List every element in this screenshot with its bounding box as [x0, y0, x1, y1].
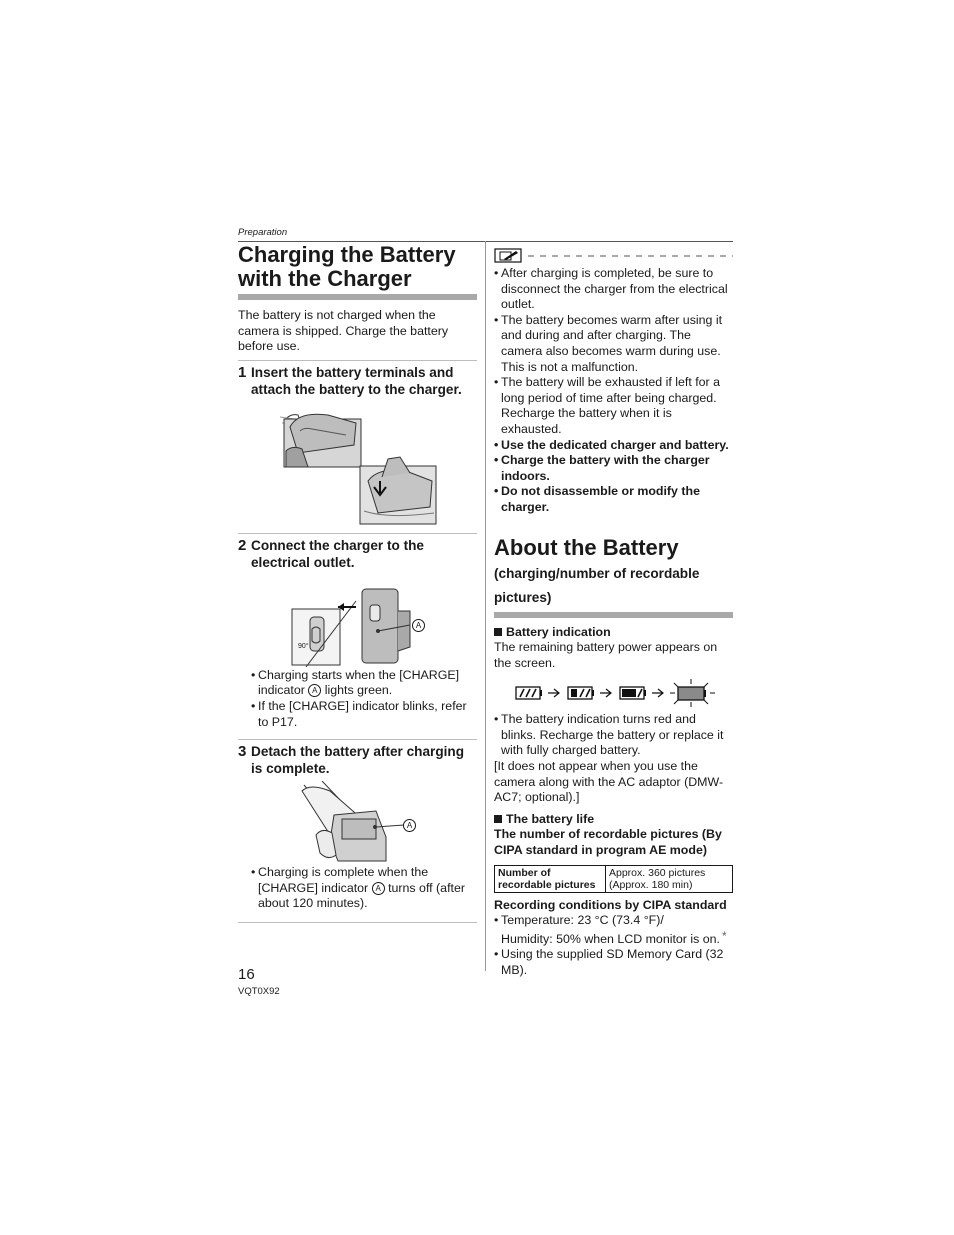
title-bar [494, 612, 733, 618]
list-item: • Charging starts when the [CHARGE] indicator A lights green. [251, 668, 477, 699]
page-number: 16 [238, 966, 255, 983]
list-item: • After charging is completed, be sure to disconnect the charger from the electrical outlet. [494, 266, 733, 313]
step-number: 1 [238, 363, 247, 381]
outlet-illustration [238, 581, 477, 667]
list-item: • Use the dedicated charger and battery. [494, 438, 733, 454]
step-text: Detach the battery after charging is complete. [251, 744, 465, 777]
list-item: • Charge the battery with the charger indoors. [494, 453, 733, 484]
charging-notes [494, 266, 733, 516]
list-item: • Using the supplied SD Memory Card (32 MB). [494, 947, 733, 978]
table-header-cell: Number of recordable pictures [495, 865, 606, 892]
step-rule [238, 360, 477, 361]
list-item: • Charging is complete when the [CHARGE] indicator A turns off (after about 120 minutes). [251, 865, 477, 912]
intro-text: The battery is not charged when the camera is shipped. Charge the battery before use. [238, 308, 449, 354]
battery-life-heading: The battery life [494, 812, 733, 828]
recordable-pictures-table [494, 865, 733, 893]
insert-battery-illustration [238, 401, 477, 527]
square-bullet-icon [494, 815, 502, 823]
table-row [495, 865, 733, 892]
section-label: Preparation [238, 227, 288, 238]
left-column [238, 243, 477, 923]
column-divider [485, 241, 486, 971]
step-text: Connect the charger to the electrical outlet. [251, 537, 424, 570]
section-title: About the Battery [494, 534, 679, 560]
bottom-rule [238, 922, 477, 923]
page-title: Charging the Battery with the Charger [238, 242, 456, 291]
list-item: • Do not disassemble or modify the charger. [494, 484, 733, 515]
recording-conditions-list [494, 913, 733, 978]
battery-empty-blinking-icon [670, 679, 715, 707]
note-header [494, 248, 733, 264]
step-number: 3 [238, 743, 247, 761]
list-item: • The battery indication turns red and blinks. Recharge the battery or replace it with fully charged battery. [494, 712, 733, 759]
step-3 [238, 743, 477, 777]
callout-a: A [372, 882, 385, 895]
memo-note-icon [494, 248, 733, 264]
step-rule [238, 533, 477, 534]
detach-battery-illustration [238, 781, 477, 863]
list-item: • The battery becomes warm after using it and during and after charging. The camera also becomes warm during use. This is not a malfunction. [494, 313, 733, 375]
hand-detach-icon [238, 781, 477, 863]
callout-a: A [308, 684, 321, 697]
battery-indication-heading: Battery indication [494, 625, 733, 641]
step-rule [238, 739, 477, 740]
list-item: • If the [CHARGE] indicator blinks, refer to P17. [251, 699, 477, 730]
battery-life-subheading: The number of recordable pictures (By CIPA standard in program AE mode) [494, 827, 722, 858]
ac-adaptor-note: [It does not appear when you use the camera along with the AC adaptor (DMW-AC7; optional).] [494, 759, 724, 805]
callout-a: A [412, 619, 425, 632]
square-bullet-icon [494, 628, 502, 636]
step-1 [238, 364, 477, 398]
battery-level-sequence [494, 679, 733, 707]
list-item: • Temperature: 23 °C (73.4 °F)/ Humidity: 50% when LCD monitor is on. * [494, 913, 733, 947]
angle-label: 90° [298, 642, 309, 650]
section-subtitle: (charging/number of recordable pictures) [494, 565, 700, 605]
recording-conditions-heading: Recording conditions by CIPA standard [494, 897, 727, 912]
charger-outlet-icon [238, 581, 477, 667]
table-value-cell: Approx. 360 pictures (Approx. 180 min) [606, 865, 733, 892]
step-text: Insert the battery terminals and attach the battery to the charger. [251, 364, 462, 397]
step-3-notes [251, 865, 477, 912]
step-number: 2 [238, 536, 247, 554]
callout-a: A [403, 819, 416, 832]
battery-full-icon [516, 687, 542, 699]
battery-one-third-icon [620, 687, 646, 699]
right-column [494, 248, 733, 979]
title-bar [238, 294, 477, 300]
step-2-notes [251, 668, 477, 730]
battery-two-thirds-icon [568, 687, 594, 699]
step-2 [238, 537, 477, 571]
footnote-asterisk: * [722, 928, 727, 943]
list-item: • The battery will be exhausted if left for a long period of time after being charged. Recharge the battery when it is exhausted. [494, 375, 733, 437]
battery-indication-notes [494, 712, 733, 759]
battery-indication-text: The remaining battery power appears on the screen. [494, 640, 718, 670]
battery-charger-icon [238, 401, 477, 527]
battery-levels-icon [494, 679, 733, 707]
model-code: VQT0X92 [238, 986, 280, 997]
